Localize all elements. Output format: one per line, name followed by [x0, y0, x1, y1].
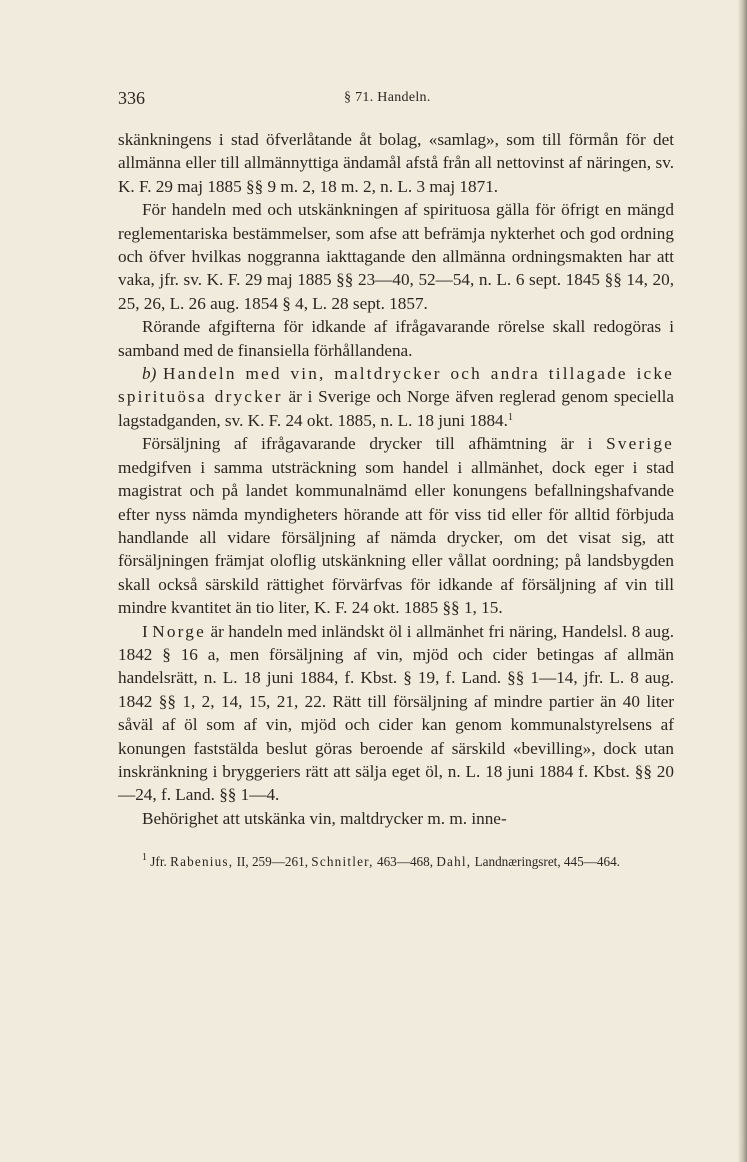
body-text	[118, 128, 674, 830]
footnote-ref-1: II, 259—261,	[236, 854, 308, 870]
subsection-heading: Handeln med vin, maltdrycker och andra tillagade icke spirituösa drycker	[118, 364, 675, 407]
paragraph-4	[118, 362, 674, 432]
page-number: 336	[118, 88, 145, 108]
paragraph-6-text: är handeln med inländskt öl i allmänhet fri näring, Handelsl. 8 aug. 1842 § 16 a, men försäljning af vin, mjöd och cider betingas af allmän handelsrätt, n. L. 18 juni 1884, f. Kbst. § 19, f. Land. §§ 1—14, jfr. L. 8 aug. 1842 §§ 1, 2, 14, 15, 21, 22. Rätt till försäljning af mindre partier än 40 liter såväl af öl som af vin, mjöd och cider kan genom kommunalstyrelsens af konungen faststälda beslut göras beroende af särskild «bevilling», dock utan inskränkning i bryggeriers rätt att sälja eget öl, n. L. 18 juni 1884 f. Kbst. §§ 20—24, f. Land. §§ 1—4.	[118, 621, 675, 805]
running-head	[118, 88, 674, 112]
paragraph-5	[118, 432, 674, 619]
footnote-ref-2: 463—468,	[376, 854, 434, 870]
country-norge: Norge	[152, 621, 206, 641]
footnote	[118, 852, 674, 872]
subsection-label: b)	[142, 364, 157, 384]
paragraph-5-start: Försäljning af ifrågavarande drycker till afhämtning är i	[142, 434, 593, 454]
paragraph-6	[118, 620, 674, 807]
footnote-author-dahl: Dahl,	[436, 854, 472, 870]
country-sverige: Sverige	[606, 434, 674, 454]
paragraph-6-start: I	[142, 621, 148, 641]
footnote-reference: 1	[507, 411, 513, 423]
paragraph-5-text: medgifven i samma utsträckning som handel i allmänhet, dock eger i stad magistrat och på landet kommunalnämd eller konungens befallningshafvande efter nyss nämda myndigheters hörande att för viss tid eller för alltid förbjuda handlande all vidare försäljning af nämda drycker, om det visat sig, att försäljningen främjat oloflig utskänkning eller vållat oordning; på landsbygden skall också särskild rättighet förvärfvas för idkande af försäljning af vin till mindre kvantitet än tio liter, K. F. 24 okt. 1885 §§ 1, 15.	[118, 457, 674, 618]
section-title: § 71. Handeln.	[344, 90, 431, 105]
footnote-author-schnitler: Schnitler,	[311, 854, 374, 870]
paragraph-4-text: är i Sverige och Norge äfven reglerad genom speciella lagstadganden, sv. K. F. 24 okt. 1885, n. L. 18 juni 1884.	[118, 387, 674, 430]
footnote-ref-3: Landnæringsret, 445—464.	[474, 854, 620, 870]
paragraph-3: Rörande afgifterna för idkande af ifrågavarande rörelse skall redogöras i samband med de finansiella förhållandena.	[118, 317, 674, 360]
footnote-jfr: Jfr.	[150, 854, 167, 870]
footnote-separator	[118, 830, 674, 852]
paragraph-2: För handeln med och utskänkningen af spirituosa gälla för öfrigt en mängd reglementariska bestämmelser, som afse att befrämja nykterhet och god ordning och öfver hvilkas noggranna iakttagande den allmänna ordningsmakten har att vaka, jfr. sv. K. F. 29 maj 1885 §§ 23—40, 52—54, n. L. 6 sept. 1845 §§ 14, 20, 25, 26, L. 26 aug. 1854 § 4, L. 28 sept. 1857.	[118, 200, 674, 313]
paragraph-7: Behörighet att utskänka vin, maltdrycker m. m. inne-	[142, 808, 507, 828]
footnote-marker: 1	[142, 852, 147, 864]
footnote-author-rabenius: Rabenius,	[170, 854, 234, 870]
paragraph-1: skänkningens i stad öfverlåtande åt bolag, «samlag», som till förmån för det allmänna eller till allmännyttiga ändamål afstå från all nettovinst af näringen, sv. K. F. 29 maj 1885 §§ 9 m. 2, 18 m. 2, n. L. 3 maj 1871.	[118, 130, 674, 196]
page-edge-shadow	[738, 0, 747, 1162]
book-page	[118, 88, 674, 872]
